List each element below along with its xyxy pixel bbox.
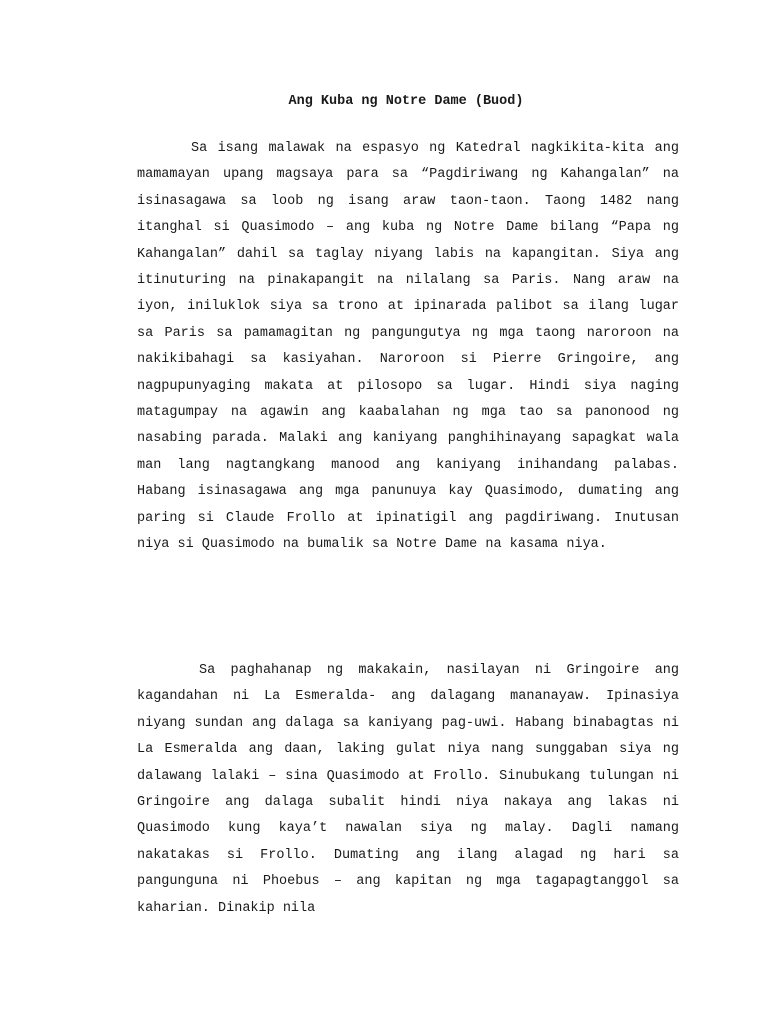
paragraph-2 [137, 658, 679, 922]
paragraph-1 [137, 136, 679, 559]
paragraph-1-text: Sa isang malawak na espasyo ng Katedral nagkikita-kita ang mamamayan upang magsaya para sa “Pagdiriwang ng Kahangalan” na isinasagawa sa loob ng isang araw taon-taon. Taong 1482 nang itanghal si Quasimodo – ang kuba ng Notre Dame bilang “Papa ng Kahangalan” dahil sa taglay niyang labis na kapangitan. Siya ang itinuturing na pinakapangit na nilalang sa Paris. Nang araw na iyon, iniluklok siya sa trono at ipinarada palibot sa ilang lugar sa Paris sa pamamagitan ng pangungutya ng mga taong naroroon na nakikibahagi sa kasiyahan. Naroroon si Pierre Gringoire, ang nagpupunyaging makata at pilosopo sa lugar. Hindi siya naging matagumpay na agawin ang kaabalahan ng mga tao sa panonood ng nasabing parada. Malaki ang kaniyang panghihinayang sapagkat wala man lang nagtangkang manood ang kaniyang inihandang palabas. Habang isinasagawa ang mga panunuya kay Quasimodo, dumating ang paring si Claude Frollo at ipinatigil ang pagdiriwang. Inutusan niya si Quasimodo na bumalik sa Notre Dame na kasama niya. [137, 141, 679, 553]
document-title: Ang Kuba ng Notre Dame (Buod) [288, 94, 524, 109]
paragraph-2-text: Sa paghahanap ng makakain, nasilayan ni Gringoire ang kagandahan ni La Esmeralda- ang dalagang mananayaw. Ipinasiya niyang sundan ang dalaga sa kaniyang pag-uwi. Habang binabagtas ni La Esmeralda ang daan, laking gulat niya nang sunggaban siya ng dalawang lalaki – sina Quasimodo at Frollo. Sinubukang tulungan ni Gringoire ang dalaga subalit hindi niya nakaya ang lakas ni Quasimodo kung kaya’t nawalan siya ng malay. Dagli namang nakatakas si Frollo. Dumating ang ilang alagad ng hari sa pangunguna ni Phoebus – ang kapitan ng mga tagapagtanggol sa kaharian. Dinakip nila [137, 663, 679, 916]
